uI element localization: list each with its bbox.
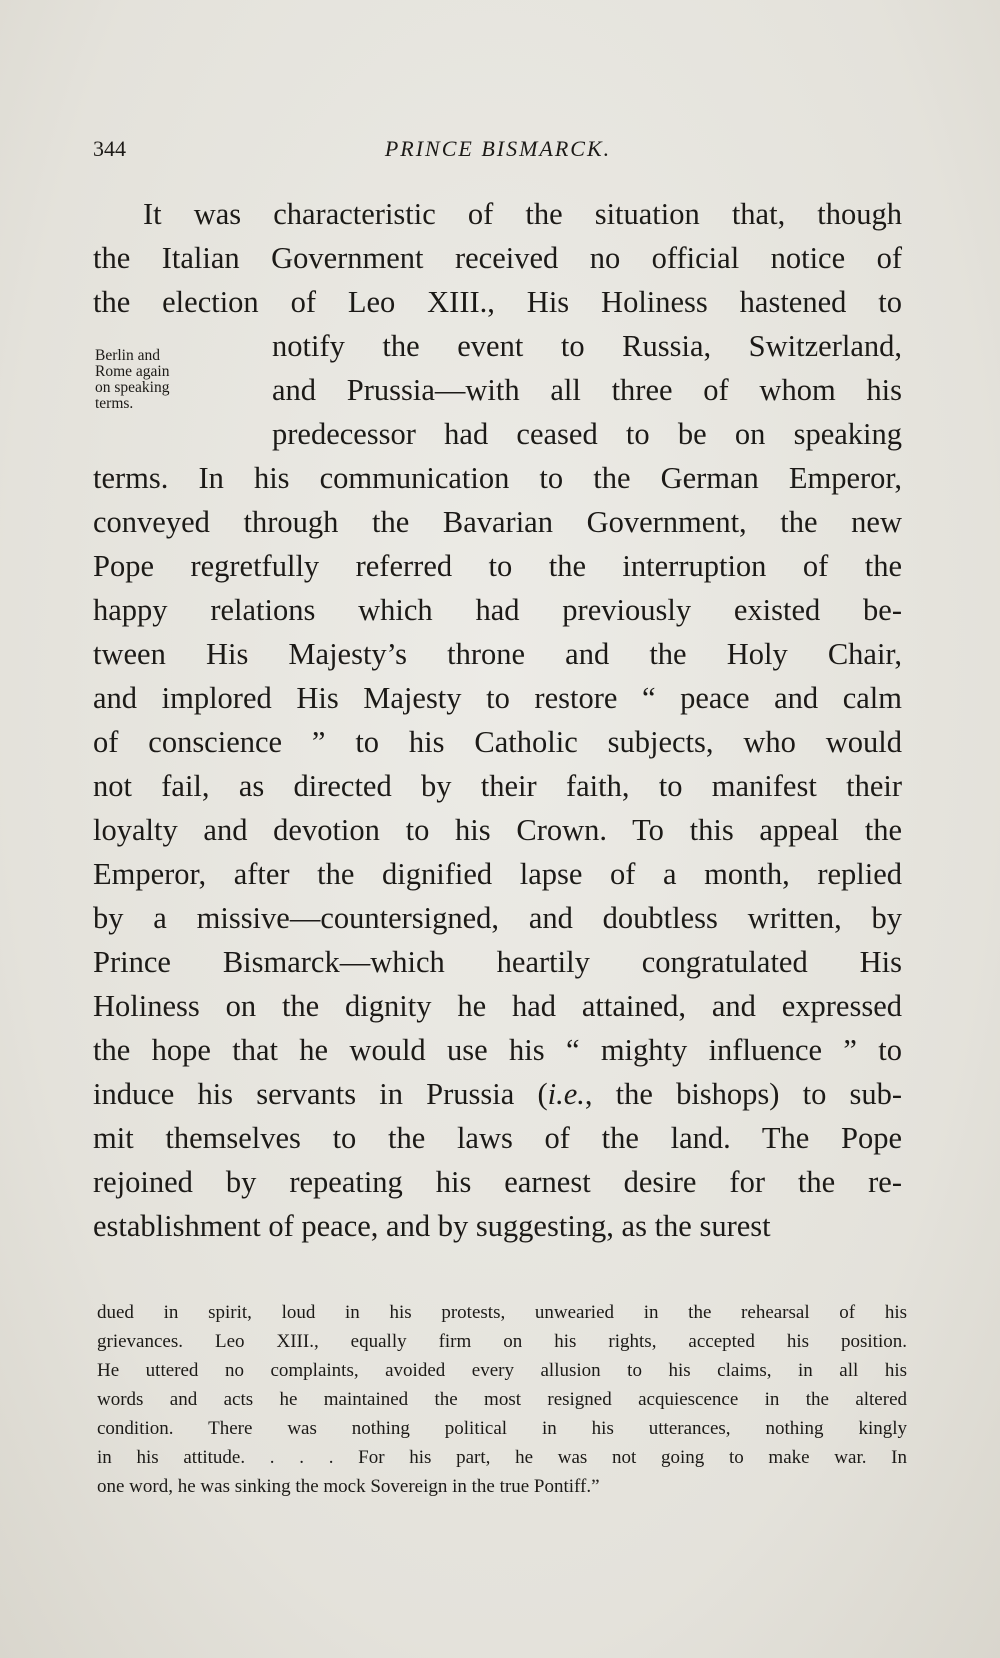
- body-line: [93, 1072, 902, 1116]
- footnote-line: He uttered no complaints, avoided every allusion to his claims, in all his: [97, 1360, 907, 1381]
- body-line: terms. In his communication to the German Emperor,: [93, 461, 902, 495]
- body-line: mit themselves to the laws of the land. The Pope: [93, 1121, 902, 1155]
- footnote-line: dued in spirit, loud in his protests, unwearied in the rehearsal of his: [97, 1302, 907, 1323]
- body-line: the hope that he would use his “ mighty influence ” to: [93, 1033, 902, 1067]
- marginal-note-line: Rome again: [95, 363, 170, 380]
- body-line: tween His Majesty’s throne and the Holy Chair,: [93, 637, 902, 671]
- body-line: notify the event to Russia, Switzerland,: [272, 329, 902, 363]
- body-line: happy relations which had previously existed be-: [93, 593, 902, 627]
- page-number: 344: [93, 136, 126, 161]
- body-line: loyalty and devotion to his Crown. To this appeal the: [93, 813, 902, 847]
- body-line: of conscience ” to his Catholic subjects, who would: [93, 725, 902, 759]
- body-line: predecessor had ceased to be on speaking: [272, 417, 902, 451]
- body-line: the election of Leo XIII., His Holiness hastened to: [93, 285, 902, 319]
- body-line: establishment of peace, and by suggesting, as the surest: [93, 1209, 771, 1243]
- footnote-line: words and acts he maintained the most resigned acquiescence in the altered: [97, 1389, 907, 1410]
- body-line: Emperor, after the dignified lapse of a month, replied: [93, 857, 902, 891]
- body-line: It was characteristic of the situation that, though: [143, 197, 902, 231]
- body-text-segment: , the bishops) to sub-: [584, 1077, 902, 1111]
- body-text-segment: induce his servants in Prussia (: [93, 1077, 548, 1111]
- marginal-note: [95, 348, 235, 412]
- body-line: conveyed through the Bavarian Government, the new: [93, 505, 902, 539]
- italic-abbreviation: i.e.: [547, 1077, 585, 1111]
- body-line: the Italian Government received no official notice of: [93, 241, 902, 275]
- body-line: rejoined by repeating his earnest desire for the re-: [93, 1165, 902, 1199]
- marginal-note-line: terms.: [95, 395, 134, 412]
- body-line: Pope regretfully referred to the interruption of the: [93, 549, 902, 583]
- body-line: Prince Bismarck—which heartily congratulated His: [93, 945, 902, 979]
- marginal-note-line: Berlin and: [95, 347, 160, 364]
- marginal-note-line: on speaking: [95, 379, 170, 396]
- footnote-line: in his attitude. . . . For his part, he was not going to make war. In: [97, 1447, 907, 1468]
- footnote-line: grievances. Leo XIII., equally firm on his rights, accepted his position.: [97, 1331, 907, 1352]
- page-header: [93, 136, 903, 176]
- body-line: Holiness on the dignity he had attained, and expressed: [93, 989, 902, 1023]
- body-line: and Prussia—with all three of whom his: [272, 373, 902, 407]
- running-title: PRINCE BISMARCK.: [384, 136, 612, 161]
- footnote-line: condition. There was nothing political in his utterances, nothing kingly: [97, 1418, 907, 1439]
- body-line: and implored His Majesty to restore “ peace and calm: [93, 681, 902, 715]
- body-line: not fail, as directed by their faith, to manifest their: [93, 769, 902, 803]
- footnote-line: one word, he was sinking the mock Sovereign in the true Pontiff.”: [97, 1476, 600, 1497]
- body-line: by a missive—countersigned, and doubtless written, by: [93, 901, 902, 935]
